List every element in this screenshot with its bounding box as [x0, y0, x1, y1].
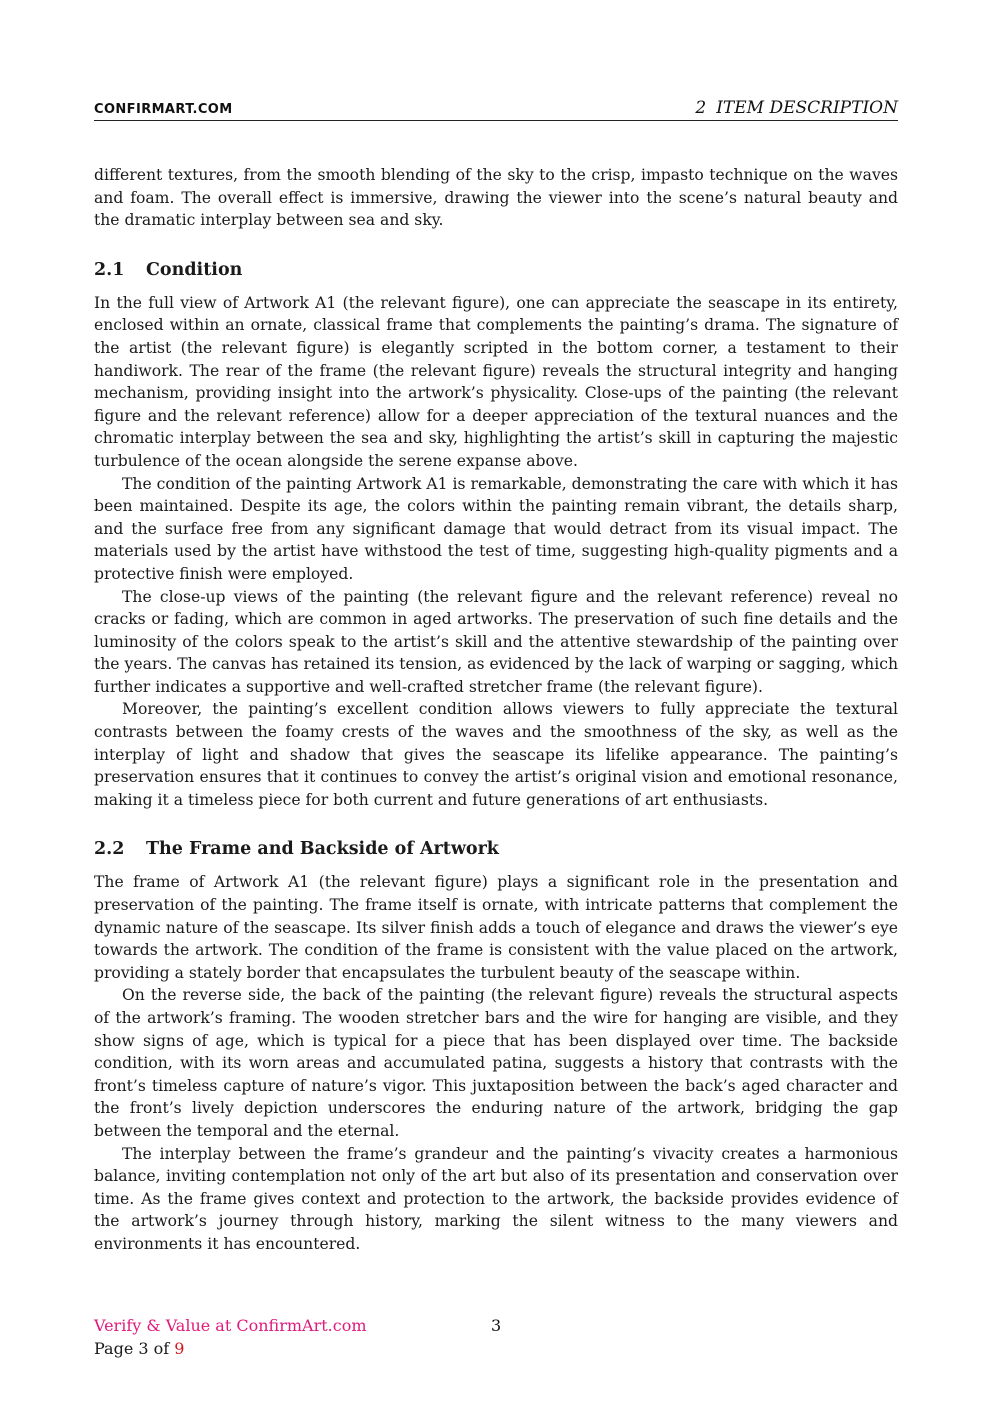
site-logo: CONFIRMART.COM: [94, 102, 233, 117]
page-prefix: Page 3 of: [94, 1339, 170, 1358]
page-header: [94, 98, 898, 121]
paragraph: The condition of the painting Artwork A1 is remarkable, demonstrating the care with which it has been maintained. Despite its age, the colors within the painting remain vibrant, the details sharp, and the surface free from any significant damage that would detract from its visual impact. The materials used by the artist have withstood the test of time, suggesting high-quality pigments and a protective finish were employed.: [94, 474, 898, 583]
paragraph: On the reverse side, the back of the painting (the relevant figure) reveals the structural aspects of the artwork’s framing. The wooden stretcher bars and the wire for hanging are visible, and they show signs of age, which is typical for a piece that has been displayed over time. The backside condition, with its worn areas and accumulated patina, suggests a history that contrasts with the front’s timeless capture of nature’s vigor. This juxtaposition between the back’s aged character and the front’s lively depiction underscores the enduring nature of the artwork, bridging the gap between the temporal and the eternal.: [94, 986, 898, 1140]
running-title: [695, 98, 898, 118]
page-number: 3: [491, 1316, 502, 1335]
page-footer: [94, 1314, 898, 1360]
running-section-number: 2: [695, 98, 707, 118]
verify-link[interactable]: Verify & Value at ConfirmArt.com: [94, 1316, 367, 1335]
section-heading-frame: [94, 837, 898, 861]
body-text: [94, 164, 898, 1256]
paragraph: The frame of Artwork A1 (the relevant figure) plays a significant role in the presentation and preservation of the painting. The frame itself is ornate, with intricate patterns that complement the dynamic nature of the seascape. Its silver finish adds a touch of elegance and draws the viewer’s eye towards the artwork. The condition of the frame is consistent with the value placed on the artwork, providing a stately border that encapsulates the turbulent beauty of the seascape within.: [94, 873, 898, 982]
intro-paragraph: different textures, from the smooth blending of the sky to the crisp, impasto technique on the waves and foam. The overall effect is immersive, drawing the viewer into the scene’s natural beauty and the dramatic interplay between sea and sky.: [94, 166, 898, 230]
paragraph: Moreover, the painting’s excellent condition allows viewers to fully appreciate the textural contrasts between the foamy crests of the waves and the smoothness of the sky, as well as the interplay of light and shadow that gives the seascape its lifelike appearance. The painting’s preservation ensures that it continues to convey the artist’s original vision and emotional resonance, making it a timeless piece for both current and future generations of art enthusiasts.: [94, 700, 898, 809]
section-number: 2.2: [94, 839, 125, 860]
page-count: [94, 1337, 898, 1360]
paragraph: The close-up views of the painting (the relevant figure and the relevant reference) reveal no cracks or fading, which are common in aged artworks. The preservation of such fine details and the luminosity of the colors speak to the artist’s skill and the attentive stewardship of the painting over the years. The canvas has retained its tension, as evidenced by the lack of warping or sagging, which further indicates a supportive and well-crafted stretcher frame (the relevant figure).: [94, 587, 898, 696]
section-title: The Frame and Backside of Artwork: [146, 839, 499, 860]
paragraph: In the full view of Artwork A1 (the relevant figure), one can appreciate the seascape in its entirety, enclosed within an ornate, classical frame that complements the painting’s drama. The signature of the artist (the relevant figure) is elegantly scripted in the bottom corner, a testament to their handiwork. The rear of the frame (the relevant figure) reveals the structural integrity and hanging mechanism, providing insight into the artwork’s physicality. Close-ups of the painting (the relevant figure and the relevant reference) allow for a deeper appreciation of the textural nuances and the chromatic interplay between the sea and sky, highlighting the artist’s skill in capturing the majestic turbulence of the ocean alongside the serene expanse above.: [94, 293, 898, 470]
section-number: 2.1: [94, 259, 125, 280]
document-page: [94, 0, 898, 1404]
section-heading-condition: [94, 258, 898, 282]
section-title: Condition: [146, 259, 243, 280]
running-section-title: ITEM DESCRIPTION: [716, 98, 898, 118]
page-total-link[interactable]: 9: [174, 1339, 185, 1358]
paragraph: The interplay between the frame’s grandeur and the painting’s vivacity creates a harmonious balance, inviting contemplation not only of the art but also of its presentation and conservation over time. As the frame gives context and protection to the artwork, the backside provides evidence of the artwork’s journey through history, marking the silent witness to the many viewers and environments it has encountered.: [94, 1144, 898, 1253]
